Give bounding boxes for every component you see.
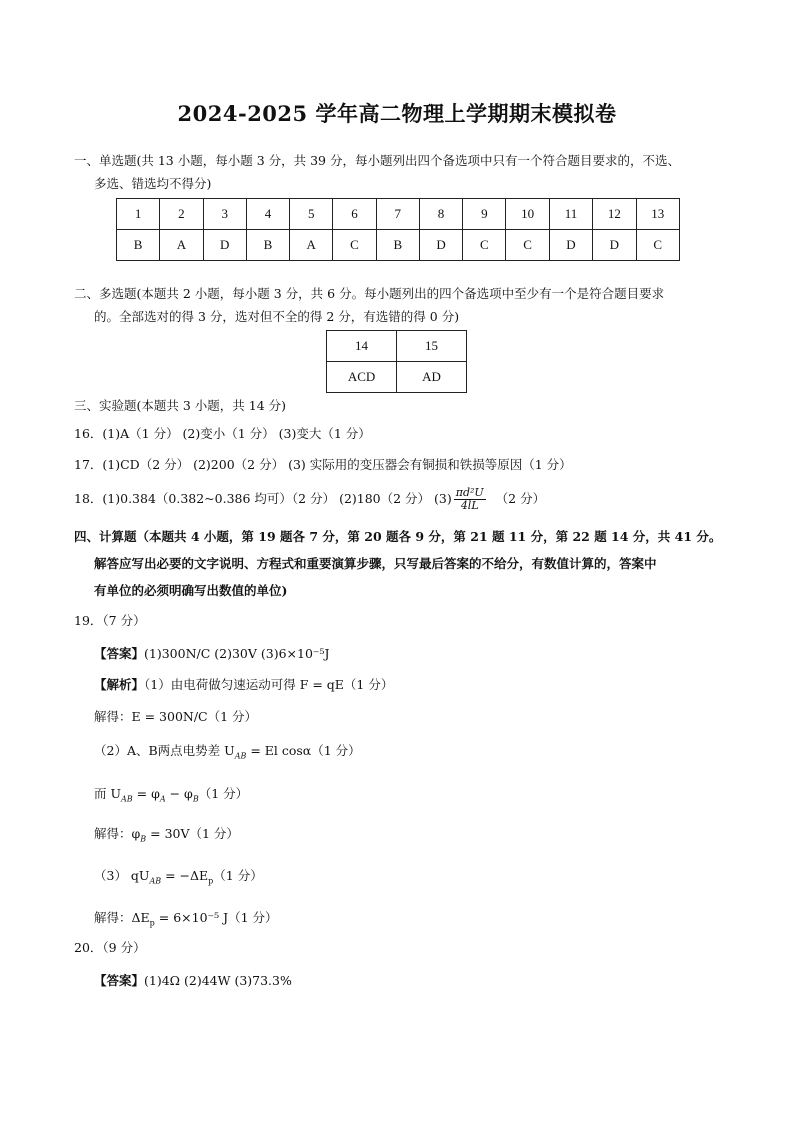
section1-line2: 多选、错选均不得分) — [94, 176, 212, 191]
subscript: A — [159, 794, 166, 804]
analysis-text: （1）由电荷做匀速运动可得 F = qE（1 分） — [144, 677, 394, 692]
answer-q17: 17．(1)CD（2 分） (2)200（2 分） (3) 实际用的变压器会有铜损和铁损等原因（1 分） — [74, 457, 572, 472]
table-cell: 14 — [327, 331, 397, 362]
subscript: AB — [149, 876, 162, 886]
table-cell: 6 — [333, 199, 376, 230]
table-cell: B — [117, 230, 160, 261]
table-cell: C — [506, 230, 549, 261]
table-row-numbers — [327, 331, 467, 362]
q19-analysis-1 — [94, 676, 393, 694]
table-cell: 12 — [593, 199, 636, 230]
step-text: （3） qU — [94, 868, 150, 883]
q19-step-4 — [94, 785, 248, 809]
table-cell: 9 — [463, 199, 506, 230]
q19-step-3 — [94, 742, 361, 766]
q19-step-5 — [94, 825, 239, 849]
table-cell: 7 — [376, 199, 419, 230]
subscript: B — [192, 794, 199, 804]
table-cell: 15 — [397, 331, 467, 362]
table-cell: 2 — [160, 199, 203, 230]
table-cell: B — [246, 230, 289, 261]
q19-answer — [94, 645, 330, 663]
step-text: = −ΔE — [161, 868, 209, 883]
answer-q16: 16．(1)A（1 分） (2)变小（1 分） (3)变大（1 分） — [74, 426, 371, 441]
page-title: 2024-2025 学年高二物理上学期期末模拟卷 — [177, 101, 617, 126]
section4-line2: 解答应写出必要的文字说明、方程式和重要演算步骤，只写最后答案的不给分，有数值计算的，答案中 — [94, 556, 657, 571]
step-text: （1 分） — [213, 868, 263, 883]
answer-q18 — [74, 482, 545, 516]
table-cell: A — [160, 230, 203, 261]
answer-tag: 【答案】 — [94, 973, 145, 988]
fraction-denominator: 4lL — [460, 499, 479, 512]
answer-tag: 【答案】 — [94, 646, 145, 661]
table-cell: 13 — [636, 199, 679, 230]
step-text: = El cosα（1 分） — [246, 743, 361, 758]
subscript: B — [140, 834, 147, 844]
section2-line2: 的。全部选对的得 3 分，选对但不全的得 2 分，有选错的得 0 分) — [94, 309, 460, 324]
q18-points: （2 分） — [495, 491, 546, 506]
table-cell: D — [593, 230, 636, 261]
q19-header: 19．（7 分） — [74, 613, 146, 628]
answer-text: (1)300N/C (2)30V (3)6×10⁻⁵J — [144, 646, 330, 661]
step-text: 解得：φ — [94, 826, 141, 841]
subscript: p — [208, 876, 214, 886]
table-cell: 3 — [203, 199, 246, 230]
q18-fraction — [454, 487, 486, 512]
step-text: = φ — [132, 786, 160, 801]
step-text: 而 U — [94, 786, 122, 801]
table-row-answers — [117, 230, 680, 261]
section1-line1: 一、单选题(共 13 小题，每小题 3 分，共 39 分，每小题列出四个备选项中只有一个符合题目要求的，不选、 — [74, 153, 680, 168]
table-cell: D — [419, 230, 462, 261]
section3-heading: 三、实验题(本题共 3 小题，共 14 分) — [74, 398, 287, 413]
table-cell: C — [636, 230, 679, 261]
table-cell: 5 — [290, 199, 333, 230]
table-row-numbers — [117, 199, 680, 230]
table-cell: ACD — [327, 362, 397, 393]
table-cell: C — [463, 230, 506, 261]
table-cell: B — [376, 230, 419, 261]
subscript: AB — [121, 794, 133, 804]
table-cell: A — [290, 230, 333, 261]
q19-step-6 — [94, 867, 263, 891]
step-text: 解得：ΔE — [94, 910, 150, 925]
single-choice-answer-table — [116, 198, 680, 261]
table-cell: 10 — [506, 199, 549, 230]
q18-text: 18．(1)0.384（0.382~0.386 均可）（2 分） (2)180（2 分） (3) — [74, 491, 452, 506]
section4-line3: 有单位的必须明确写出数值的单位) — [94, 583, 288, 598]
section2-line1: 二、多选题(本题共 2 小题，每小题 3 分，共 6 分。每小题列出的四个备选项中至少有一个是符合题目要求 — [74, 286, 665, 301]
step-text: （1 分） — [198, 786, 249, 801]
table-cell: 8 — [419, 199, 462, 230]
subscript: p — [149, 918, 155, 928]
q20-header: 20．（9 分） — [74, 940, 146, 955]
analysis-tag: 【解析】 — [94, 677, 145, 692]
table-row-answers — [327, 362, 467, 393]
fraction-numerator: πd²U — [455, 486, 484, 499]
table-cell: C — [333, 230, 376, 261]
step-text: − φ — [165, 786, 193, 801]
answer-text: (1)4Ω (2)44W (3)73.3% — [144, 973, 292, 988]
q19-step-7 — [94, 909, 278, 933]
q20-answer — [94, 972, 292, 990]
multi-choice-answer-table — [326, 330, 467, 393]
table-cell: 1 — [117, 199, 160, 230]
subscript: AB — [234, 751, 247, 761]
step-text: = 30V（1 分） — [146, 826, 239, 841]
table-cell: AD — [397, 362, 467, 393]
table-cell: 11 — [549, 199, 592, 230]
table-cell: 4 — [246, 199, 289, 230]
step-text: = 6×10⁻⁵ J（1 分） — [154, 910, 278, 925]
section4-line1: 四、计算题（本题共 4 小题，第 19 题各 7 分，第 20 题各 9 分，第 21 题 11 分，第 22 题 14 分，共 41 分。 — [74, 529, 722, 544]
step-text: （2）A、B两点电势差 U — [94, 743, 235, 758]
table-cell: D — [203, 230, 246, 261]
table-cell: D — [549, 230, 592, 261]
q19-step-2: 解得：E = 300N/C（1 分） — [94, 709, 258, 724]
